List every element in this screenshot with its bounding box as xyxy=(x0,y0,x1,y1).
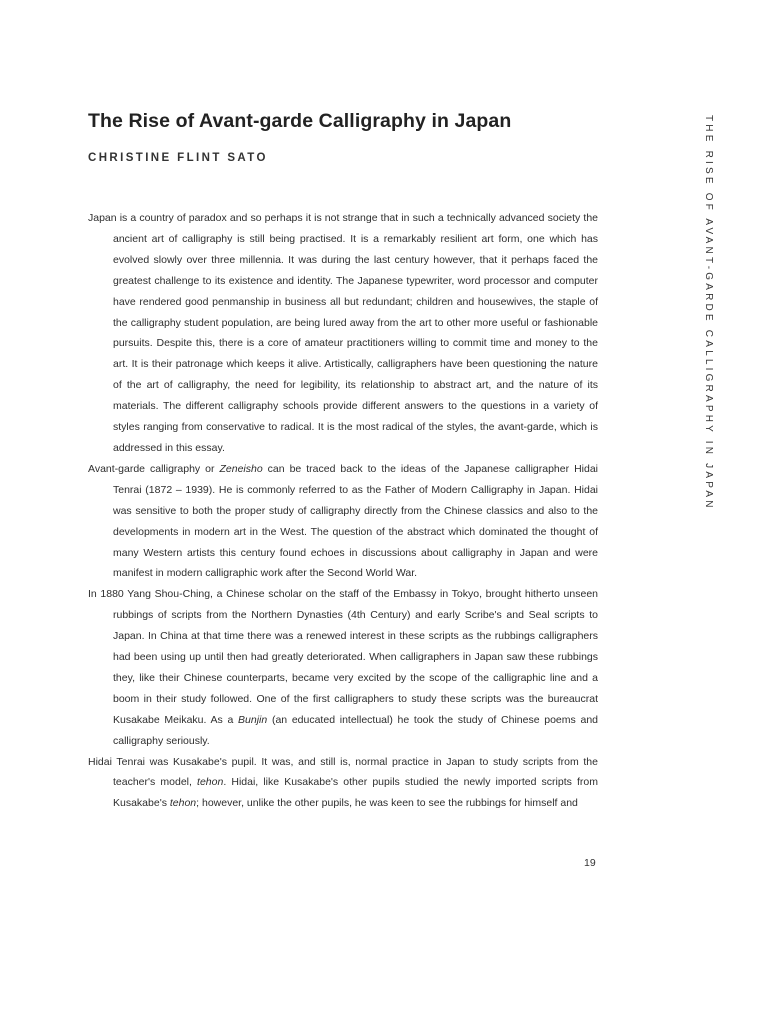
paragraph-2 xyxy=(88,459,598,584)
paragraph-2-term-zeneisho: Zeneisho xyxy=(219,462,263,475)
running-head-vertical: THE RISE OF AVANT-GARDE CALLIGRAPHY IN JAPAN xyxy=(703,115,714,511)
paragraph-4-term-tehon-1: tehon xyxy=(197,776,224,789)
paragraph-1-text: Japan is a country of paradox and so perhaps it is not strange that in such a technically advanced society the ancient art of calligraphy is still being practised. It is a remarkably resilient art form, one which has evolved slowly over three millennia. It was during the last century however, that it perhaps faced the greatest challenge to its existence and identity. The Japanese typewriter, word processor and computer have rendered good penmanship in business all but redundant; children and housewives, the staple of the calligraphy student population, are being lured away from the art to other more useful or fashionable pursuits. Despite this, there is a core of amateur practitioners willing to commit time and money to the art. It is their patronage which keeps it alive. Artistically, calligraphers have been questioning the nature of the art of calligraphy, the need for legibility, its relationship to abstract art, and the nature of its materials. The different calligraphy schools provide different answers to the questions in a variety of styles ranging from conservative to radical. It is the most radical of the styles, the avant-garde, which is addressed in this essay. xyxy=(88,212,598,454)
paragraph-4-term-tehon-2: tehon xyxy=(169,797,197,810)
paragraph-3-text-a: In 1880 Yang Shou-Ching, a Chinese scholar on the staff of the Embassy in Tokyo, brought hitherto unseen rubbings of scripts from the Northern Dynasties (4th Century) and early Scribe's and Seal scripts to Japan. In China at that time there was a renewed interest in these scripts as the rubbings calligraphers had been using up until then had greatly deteriorated. When calligraphers in Japan saw these rubbings they, like their Chinese counterparts, became very excited by the scope of the calligraphic line and a boom in their study followed. One of the first calligraphers to study these scripts was the bureaucrat Kusakabe Meikaku. As a xyxy=(88,588,598,726)
paragraph-3-text-b: (an educated intellectual) he took the study of Chinese poems and calligraphy seriously. xyxy=(113,713,598,747)
article-title: The Rise of Avant-garde Calligraphy in Japan xyxy=(88,110,512,132)
paragraph-3-term-bunjin: Bunjin xyxy=(238,713,268,726)
article-body xyxy=(88,208,598,814)
paragraph-4-text-a: Hidai Tenrai was Kusakabe's pupil. It was, and still is, normal practice in Japan to study scripts from the teacher's model, xyxy=(88,755,598,789)
paragraph-4 xyxy=(88,752,598,815)
paragraph-2-text-b: can be traced back to the ideas of the Japanese calligrapher Hidai Tenrai (1872 – 1939). He is commonly referred to as the Father of Modern Calligraphy in Japan. Hidai was sensitive to both the proper study of calligraphy directly from the Chinese classics and also to the developments in modern art in the West. The question of the abstract which dominated the thought of many Western artists this century found echoes in discussions about calligraphy in Japan and were manifest in modern calligraphic work after the Second World War. xyxy=(113,462,599,580)
paragraph-1 xyxy=(88,208,598,459)
paragraph-4-text-b: . Hidai, like Kusakabe's other pupils studied the newly imported scripts from Kusakabe's xyxy=(113,776,598,810)
page-number: 19 xyxy=(584,857,596,869)
author-name: CHRISTINE FLINT SATO xyxy=(88,152,268,164)
paragraph-4-text-c: ; however, unlike the other pupils, he was keen to see the rubbings for himself and xyxy=(196,797,578,810)
paragraph-2-text-a: Avant-garde calligraphy or xyxy=(88,462,220,475)
paragraph-3 xyxy=(88,584,598,751)
